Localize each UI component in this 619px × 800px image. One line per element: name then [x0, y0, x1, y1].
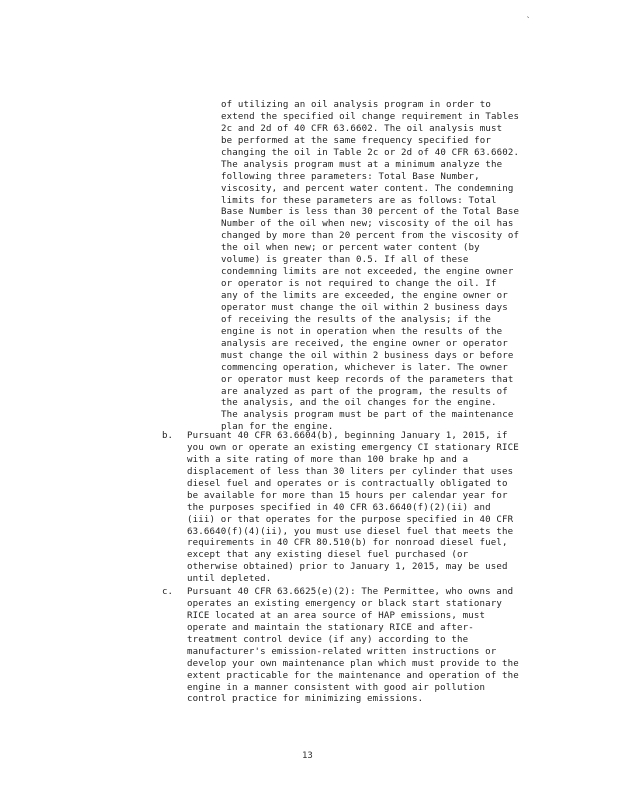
text-line: changed by more than 20 percent from the viscosity of [221, 231, 520, 242]
text-line: with a site rating of more than 100 brake hp and a [187, 454, 469, 465]
text-line: Base Number is less than 30 percent of the Total Base [221, 207, 520, 218]
text-line: following three parameters: Total Base Number, [221, 171, 480, 182]
text-line: Pursuant 40 CFR 63.6604(b), beginning January 1, 2015, if [187, 431, 508, 441]
text-line: must change the oil within 2 business days or before [221, 350, 514, 361]
text-line: volume) is greater than 0.5. If all of these [221, 255, 469, 266]
text-line: (iii) or that operates for the purpose specified in 40 CFR [187, 514, 514, 525]
text-line: The analysis program must be part of the maintenance [221, 410, 514, 421]
text-line: extent practicable for the maintenance and operation of the [187, 670, 519, 681]
text-line: or operator must keep records of the parameters that [221, 374, 514, 385]
text-line: Number of the oil when new; viscosity of the oil has [221, 219, 514, 230]
text-line: diesel fuel and operates or is contractually obligated to [187, 478, 508, 489]
text-line: viscosity, and percent water content. The condemning [221, 183, 514, 194]
continuation-paragraph [221, 100, 519, 434]
text-line: RICE located at an area source of HAP emissions, must [187, 610, 486, 621]
item-b-paragraph [187, 431, 519, 586]
text-line: the analysis, and the oil changes for the engine. [221, 398, 497, 409]
text-line: 63.6640(f)(4)(ii), you must use diesel fuel that meets the [187, 526, 514, 537]
corner-mark: ` [526, 16, 531, 25]
text-line: be performed at the same frequency specified for [221, 135, 491, 146]
text-line: extend the specified oil change requirement in Tables [221, 111, 520, 122]
text-line: engine in a manner consistent with good air pollution [187, 682, 486, 693]
page-number: 13 [302, 751, 313, 761]
text-line: are analyzed as part of the program, the results of [221, 386, 508, 397]
text-line: operator must change the oil within 2 business days [221, 302, 508, 313]
text-line: the purposes specified in 40 CFR 63.6640(f)(2)(ii) and [187, 502, 491, 513]
text-line: The analysis program must at a minimum analyze the [221, 159, 503, 170]
text-line: the oil when new; or percent water content (by [221, 243, 480, 254]
text-line: changing the oil in Table 2c or 2d of 40 CFR 63.6602. [221, 147, 520, 158]
text-line: operates an existing emergency or black start stationary [187, 598, 502, 609]
text-line: of utilizing an oil analysis program in order to [221, 100, 491, 110]
text-line: engine is not in operation when the results of the [221, 326, 503, 337]
item-b-label: b. [162, 431, 173, 441]
text-line: Pursuant 40 CFR 63.6625(e)(2): The Permittee, who owns and [187, 587, 514, 597]
text-line: any of the limits are exceeded, the engine owner or [221, 291, 508, 301]
text-line: condemning limits are not exceeded, the engine owner [221, 267, 514, 278]
text-line: you own or operate an existing emergency CI stationary RICE [187, 442, 519, 453]
text-line: control practice for minimizing emissions. [187, 694, 424, 705]
text-line: be available for more than 15 hours per calendar year for [187, 490, 508, 501]
text-line: develop your own maintenance plan which must provide to the [187, 658, 519, 669]
text-line: displacement of less than 30 liters per cylinder that uses [187, 466, 514, 477]
text-line: except that any existing diesel fuel purchased (or [187, 550, 469, 561]
text-line: plan for the engine. [221, 422, 334, 433]
item-c-paragraph [187, 587, 519, 706]
text-line: until depleted. [187, 574, 272, 585]
text-line: or operator is not required to change the oil. If [221, 279, 497, 290]
text-line: treatment control device (if any) according to the [187, 634, 469, 645]
item-c-label: c. [162, 587, 173, 597]
text-line: 2c and 2d of 40 CFR 63.6602. The oil analysis must [221, 123, 503, 134]
text-line: limits for these parameters are as follows: Total [221, 195, 497, 206]
text-line: requirements in 40 CFR 80.510(b) for nonroad diesel fuel, [187, 538, 508, 549]
text-line: otherwise obtained) prior to January 1, 2015, may be used [187, 562, 508, 573]
text-line: operate and maintain the stationary RICE and after- [187, 622, 474, 633]
text-line: commencing operation, whichever is later. The owner [221, 362, 508, 373]
text-line: manufacturer's emission-related written instructions or [187, 646, 497, 657]
text-line: of receiving the results of the analysis; if the [221, 314, 491, 325]
text-line: analysis are received, the engine owner or operator [221, 338, 508, 349]
